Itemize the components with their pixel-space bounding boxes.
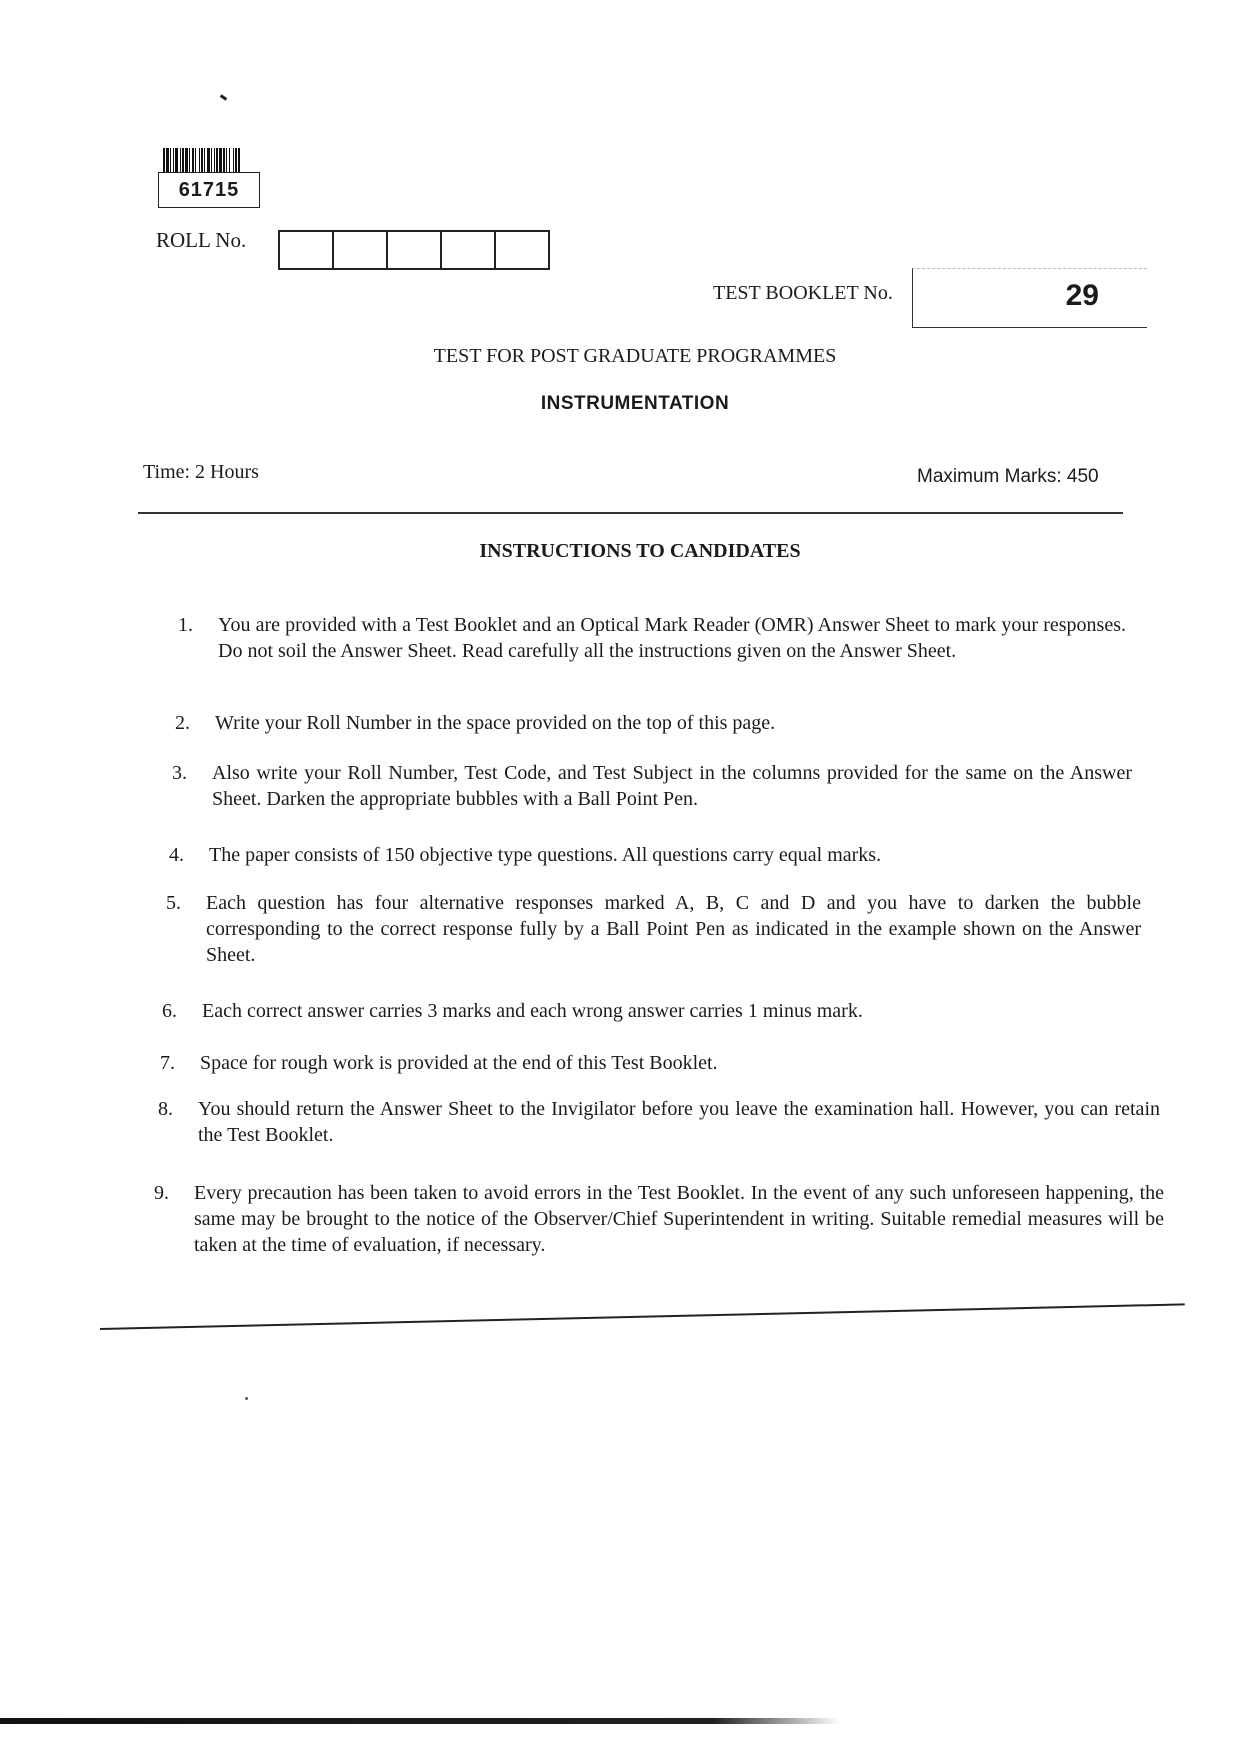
instruction-number: 5. <box>166 892 181 914</box>
instruction-number: 4. <box>169 844 184 866</box>
instructions-heading: INSTRUCTIONS TO CANDIDATES <box>479 540 801 562</box>
instruction-number: 6. <box>162 1000 177 1022</box>
speck <box>245 1397 248 1400</box>
maximum-marks: Maximum Marks: 450 <box>917 466 1099 487</box>
roll-number-boxes <box>278 230 550 270</box>
test-title: TEST FOR POST GRADUATE PROGRAMMES <box>433 345 837 367</box>
time-allowed: Time: 2 Hours <box>143 461 259 483</box>
subject-title: INSTRUMENTATION <box>540 393 730 414</box>
roll-digit-box <box>334 232 388 268</box>
roll-digit-box <box>388 232 442 268</box>
instruction-text: Each question has four alternative responses marked A, B, C and D and you have to darken the bubble corresponding to the correct response fully by a Ball Point Pen as indicated in the example shown on the Answer Sheet. <box>206 892 1141 966</box>
booklet-code-box <box>158 172 260 208</box>
instruction-text: You are provided with a Test Booklet and an Optical Mark Reader (OMR) Answer Sheet to mark your responses. Do not soil the Answer Sheet. Read carefully all the instructions given on the Answer Sheet. <box>218 614 1126 662</box>
barcode <box>163 148 317 172</box>
instruction-text: The paper consists of 150 objective type questions. All questions carry equal marks. <box>209 844 882 866</box>
test-booklet-label: TEST BOOKLET No. <box>713 282 893 304</box>
test-booklet-number-box <box>912 268 1147 328</box>
roll-digit-box <box>442 232 496 268</box>
instruction-number: 8. <box>158 1098 173 1120</box>
instructions-bottom-divider <box>100 1303 1185 1330</box>
instruction-number: 2. <box>175 712 190 734</box>
instruction-text: Every precaution has been taken to avoid errors in the Test Booklet. In the event of any such unforeseen happening, the same may be brought to the notice of the Observer/Chief Superintendent in writing. Suitable remedial measures will be taken at the time of evaluation, if necessary. <box>194 1182 1164 1256</box>
instruction-number: 1. <box>178 614 193 636</box>
instruction-number: 9. <box>154 1182 169 1204</box>
instruction-text: Each correct answer carries 3 marks and each wrong answer carries 1 minus mark. <box>202 1000 863 1022</box>
roll-digit-box <box>496 232 548 268</box>
instruction-text: Write your Roll Number in the space provided on the top of this page. <box>215 712 776 734</box>
instruction-text: You should return the Answer Sheet to the Invigilator before you leave the examination hall. However, you can retain the Test Booklet. <box>198 1098 1160 1146</box>
test-booklet-number: 29 <box>1065 279 1099 312</box>
header-divider <box>138 512 1123 514</box>
page-bottom-rule <box>0 1718 840 1724</box>
instruction-number: 7. <box>160 1052 175 1074</box>
booklet-code: 61715 <box>178 178 240 201</box>
instruction-text: Space for rough work is provided at the end of this Test Booklet. <box>200 1052 718 1074</box>
instruction-text: Also write your Roll Number, Test Code, and Test Subject in the columns provided for the same on the Answer Sheet. Darken the appropriate bubbles with a Ball Point Pen. <box>212 762 1132 810</box>
scan-mark <box>220 94 227 100</box>
instruction-number: 3. <box>172 762 187 784</box>
roll-digit-box <box>280 232 334 268</box>
roll-number-label: ROLL No. <box>156 228 247 252</box>
